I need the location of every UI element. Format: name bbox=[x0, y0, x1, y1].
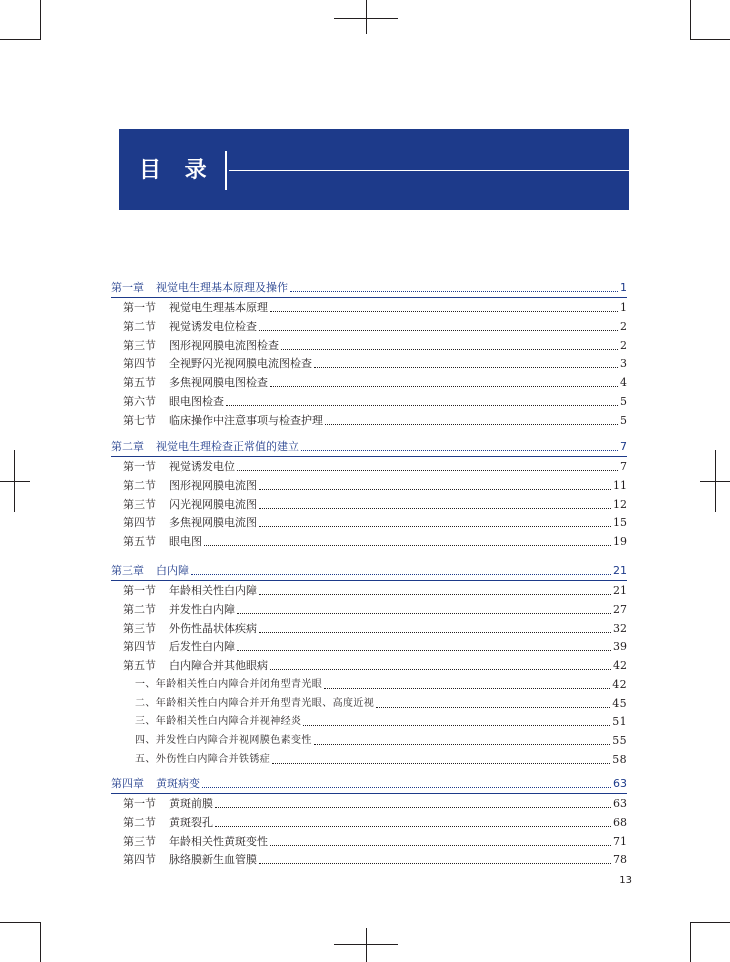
toc-section-entry[interactable] bbox=[123, 621, 627, 637]
dot-leader bbox=[259, 489, 611, 490]
subsection-title: 四、并发性白内障合并视网膜色素变性 bbox=[135, 735, 312, 746]
toc-chapter-entry[interactable] bbox=[111, 439, 627, 455]
dot-leader bbox=[272, 763, 610, 764]
section-page: 3 bbox=[620, 357, 627, 371]
chapter-page: 1 bbox=[620, 281, 627, 294]
section-title: 视觉电生理基本原理 bbox=[169, 301, 268, 314]
section-title: 图形视网膜电流图检查 bbox=[169, 338, 279, 352]
chapter-page: 21 bbox=[613, 564, 627, 577]
section-page: 5 bbox=[620, 413, 627, 427]
dot-leader bbox=[270, 311, 618, 312]
section-page: 39 bbox=[613, 640, 627, 654]
section-page: 21 bbox=[613, 584, 627, 597]
subsection-page: 45 bbox=[612, 696, 627, 710]
dot-leader bbox=[237, 470, 618, 471]
subsection-title: 二、年龄相关性白内障合并开角型青光眼、高度近视 bbox=[135, 697, 375, 709]
section-title: 脉络膜新生血管膜 bbox=[169, 853, 257, 867]
section-title: 多焦视网膜电图检查 bbox=[169, 376, 268, 389]
section-title: 眼电图 bbox=[169, 535, 202, 548]
section-title: 外伤性晶状体疾病 bbox=[169, 621, 257, 635]
section-title: 年龄相关性黄斑变性 bbox=[169, 834, 268, 848]
section-title: 白内障合并其他眼病 bbox=[169, 659, 268, 672]
section-title: 黄斑裂孔 bbox=[169, 815, 213, 829]
subsection-title: 三、年龄相关性白内障合并视神经炎 bbox=[135, 716, 302, 728]
section-title: 图形视网膜电流图 bbox=[169, 478, 257, 492]
toc-section-entry[interactable] bbox=[123, 515, 627, 531]
section-page: 11 bbox=[613, 478, 627, 492]
toc-section-entry[interactable] bbox=[123, 796, 627, 812]
section-number: 第七节 bbox=[123, 413, 156, 427]
section-page: 42 bbox=[613, 659, 627, 672]
section-page: 68 bbox=[613, 815, 627, 829]
dot-leader bbox=[259, 330, 618, 331]
toc-section-entry[interactable] bbox=[123, 413, 627, 429]
toc-chapter-entry[interactable] bbox=[111, 776, 627, 792]
chapter-rule bbox=[111, 580, 627, 581]
toc-subsection-entry[interactable] bbox=[135, 696, 627, 712]
section-page: 71 bbox=[613, 834, 627, 848]
section-page: 2 bbox=[620, 319, 627, 333]
section-number: 第三节 bbox=[123, 834, 156, 848]
section-number: 第四节 bbox=[123, 640, 156, 654]
section-page: 1 bbox=[620, 301, 627, 314]
toc-section-entry[interactable] bbox=[123, 478, 627, 494]
section-number: 第四节 bbox=[123, 357, 156, 371]
section-number: 第五节 bbox=[123, 659, 156, 672]
dot-leader bbox=[259, 632, 611, 633]
dot-leader bbox=[226, 405, 618, 406]
section-number: 第二节 bbox=[123, 478, 156, 492]
chapter-title: 黄斑病变 bbox=[156, 777, 200, 790]
section-title: 临床操作中注意事项与检查护理 bbox=[169, 413, 323, 427]
chapter-number: 第二章 bbox=[111, 440, 144, 453]
toc-section-entry[interactable] bbox=[123, 534, 627, 550]
subsection-page: 55 bbox=[612, 734, 627, 747]
chapter-rule bbox=[111, 297, 627, 298]
section-page: 63 bbox=[613, 797, 627, 810]
section-number: 第三节 bbox=[123, 621, 156, 635]
page-title: 目 录 bbox=[139, 158, 215, 183]
toc-subsection-entry[interactable] bbox=[135, 733, 627, 749]
section-title: 视觉诱发电位 bbox=[169, 460, 235, 473]
section-number: 第一节 bbox=[123, 460, 156, 473]
section-page: 12 bbox=[613, 497, 627, 511]
section-number: 第四节 bbox=[123, 516, 156, 530]
toc-section-entry[interactable] bbox=[123, 639, 627, 655]
toc-chapter-entry[interactable] bbox=[111, 563, 627, 579]
dot-leader bbox=[270, 845, 611, 846]
section-page: 4 bbox=[620, 376, 627, 389]
section-number: 第三节 bbox=[123, 338, 156, 352]
dot-leader bbox=[270, 669, 611, 670]
section-page: 7 bbox=[620, 460, 627, 473]
section-title: 闪光视网膜电流图 bbox=[169, 497, 257, 511]
section-number: 第一节 bbox=[123, 797, 156, 810]
chapter-title: 视觉电生理检查正常值的建立 bbox=[156, 440, 299, 453]
section-page: 5 bbox=[620, 394, 627, 408]
section-number: 第四节 bbox=[123, 853, 156, 867]
section-number: 第二节 bbox=[123, 319, 156, 333]
section-number: 第六节 bbox=[123, 394, 156, 408]
chapter-rule bbox=[111, 456, 627, 457]
section-number: 第一节 bbox=[123, 301, 156, 314]
toc-section-entry[interactable] bbox=[123, 852, 627, 868]
section-page: 78 bbox=[613, 853, 627, 867]
dot-leader bbox=[204, 545, 611, 546]
dot-leader bbox=[314, 744, 610, 745]
dot-leader bbox=[259, 863, 611, 864]
toc-chapter-entry[interactable] bbox=[111, 280, 627, 296]
dot-leader bbox=[215, 807, 611, 808]
dot-leader bbox=[202, 787, 611, 788]
toc-section-entry[interactable] bbox=[123, 375, 627, 391]
section-number: 第二节 bbox=[123, 815, 156, 829]
subsection-title: 五、外伤性白内障合并铁锈症 bbox=[135, 753, 271, 765]
chapter-number: 第一章 bbox=[111, 281, 144, 294]
page-number: 13 bbox=[619, 875, 632, 886]
chapter-title: 白内障 bbox=[156, 564, 189, 577]
section-title: 眼电图检查 bbox=[169, 394, 224, 408]
section-number: 第一节 bbox=[123, 584, 156, 597]
toc-section-entry[interactable] bbox=[123, 338, 627, 354]
toc-subsection-entry[interactable] bbox=[135, 677, 627, 693]
subsection-page: 51 bbox=[612, 715, 627, 729]
section-number: 第五节 bbox=[123, 535, 156, 548]
dot-leader bbox=[270, 386, 618, 387]
dot-leader bbox=[191, 574, 611, 575]
toc-section-entry[interactable] bbox=[123, 319, 627, 335]
section-page: 27 bbox=[613, 602, 627, 616]
subsection-page: 42 bbox=[612, 677, 627, 691]
toc-subsection-entry[interactable] bbox=[135, 752, 627, 768]
dot-leader bbox=[376, 707, 610, 708]
dot-leader bbox=[237, 613, 611, 614]
subsection-page: 58 bbox=[612, 752, 627, 766]
section-title: 年龄相关性白内障 bbox=[169, 584, 257, 597]
section-title: 视觉诱发电位检查 bbox=[169, 319, 257, 333]
toc-section-entry[interactable] bbox=[123, 583, 627, 599]
section-title: 全视野闪光视网膜电流图检查 bbox=[169, 357, 312, 371]
chapter-rule bbox=[111, 793, 627, 794]
toc-section-entry[interactable] bbox=[123, 394, 627, 410]
dot-leader bbox=[325, 424, 618, 425]
section-title: 后发性白内障 bbox=[169, 640, 235, 654]
dot-leader bbox=[303, 725, 610, 726]
section-title: 并发性白内障 bbox=[169, 602, 235, 616]
toc-section-entry[interactable] bbox=[123, 602, 627, 618]
section-page: 32 bbox=[613, 621, 627, 635]
chapter-page: 7 bbox=[620, 440, 627, 453]
dot-leader bbox=[237, 650, 611, 651]
toc-section-entry[interactable] bbox=[123, 658, 627, 674]
section-number: 第三节 bbox=[123, 497, 156, 511]
dot-leader bbox=[215, 826, 611, 827]
section-page: 2 bbox=[620, 338, 627, 352]
dot-leader bbox=[314, 367, 618, 368]
subsection-title: 一、年龄相关性白内障合并闭角型青光眼 bbox=[135, 678, 323, 690]
toc-section-entry[interactable] bbox=[123, 459, 627, 475]
dot-leader bbox=[259, 508, 611, 509]
section-page: 19 bbox=[613, 535, 627, 548]
section-number: 第二节 bbox=[123, 602, 156, 616]
dot-leader bbox=[324, 688, 610, 689]
section-title: 多焦视网膜电流图 bbox=[169, 516, 257, 530]
toc-section-entry[interactable] bbox=[123, 815, 627, 831]
section-number: 第五节 bbox=[123, 376, 156, 389]
section-title: 黄斑前膜 bbox=[169, 797, 213, 810]
dot-leader bbox=[301, 450, 618, 451]
dot-leader bbox=[259, 526, 611, 527]
toc-subsection-entry[interactable] bbox=[135, 714, 627, 730]
chapter-page: 63 bbox=[613, 777, 627, 790]
toc-section-entry[interactable] bbox=[123, 356, 627, 372]
dot-leader bbox=[290, 291, 618, 292]
toc-section-entry[interactable] bbox=[123, 300, 627, 316]
toc-section-entry[interactable] bbox=[123, 497, 627, 513]
chapter-number: 第三章 bbox=[111, 564, 144, 577]
toc-section-entry[interactable] bbox=[123, 834, 627, 850]
chapter-number: 第四章 bbox=[111, 777, 144, 790]
section-page: 15 bbox=[613, 516, 627, 530]
dot-leader bbox=[259, 594, 611, 595]
chapter-title: 视觉电生理基本原理及操作 bbox=[156, 281, 288, 294]
dot-leader bbox=[281, 349, 618, 350]
